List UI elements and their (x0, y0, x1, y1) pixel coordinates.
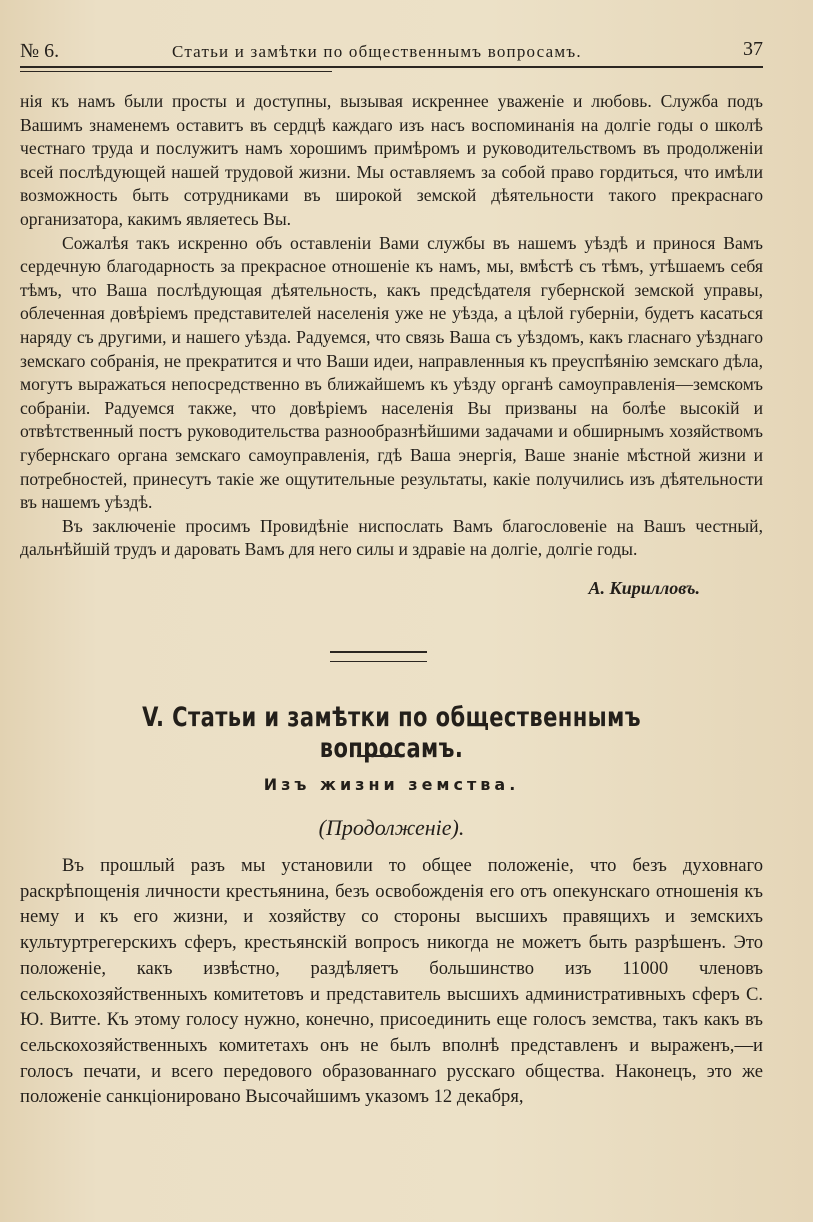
letter-paragraph-2: Сожалѣя такъ искренно объ оставленіи Вами службы въ нашемъ уѣздѣ и принося Вамъ сердечную благодарность за прекрасное отношеніе къ намъ, мы, вмѣстѣ съ тѣмъ, утѣшаемъ себя тѣмъ, что Ваша послѣдующая дѣятельность, какъ предсѣдателя губернской земской управы, облеченная довѣріемъ представителей населенія уже не уѣзда, а цѣлой губерніи, будетъ касаться наряду съ другими, и нашего уѣзда. Радуемся, что связь Ваша съ уѣздомъ, какъ гласнаго уѣзднаго земскаго собранія, не прекратится и что Ваши идеи, направленныя къ преуспѣянію земскаго дѣла, могутъ выражаться непосредственно въ ближайшемъ къ уѣзду органѣ самоуправленія—земскомъ собраніи. Радуемся также, что довѣріемъ населенія Вы призваны на болѣе высокій и отвѣтственный постъ руководительства разнообразнѣйшими задачами и обширнымъ хозяйствомъ губернскаго органа земскаго самоуправленія, гдѣ Ваша энергія, Ваше знаніе мѣстной жизни и потребностей, принесутъ такіе же ощутительные результаты, какіе получились изъ дѣятельности въ нашемъ уѣздѣ. (20, 232, 763, 513)
page-number: 37 (743, 38, 763, 60)
article-body (20, 853, 763, 1110)
heading-rule (357, 755, 399, 757)
header-rule-thin (20, 71, 332, 72)
section-heading: V. Статьи и замѣтки по общественнымъ вопросамъ. (142, 702, 641, 764)
article-title: Изъ жизни земства. (263, 775, 520, 794)
running-title: Статьи и замѣтки по общественнымъ вопросамъ. (172, 42, 582, 61)
header-rule (20, 66, 763, 68)
section-divider (330, 651, 427, 662)
continued-note: (Продолженіе). (318, 815, 465, 840)
page-header (20, 0, 763, 62)
letter-paragraph-3: Въ заключеніе просимъ Провидѣніе ниспослать Вамъ благословеніе на Вашъ честный, дальнѣйшій трудъ и даровать Вамъ для него силы и здравіе на долгіе, долгіе годы. (20, 515, 763, 560)
issue-number: № 6. (20, 40, 60, 62)
letter-signature: А. Кирилловъ. (588, 578, 700, 598)
letter-body (20, 90, 763, 562)
article-paragraph: Въ прошлый разъ мы установили то общее положеніе, что безъ духовнаго раскрѣпощенія личности крестьянина, безъ освобожденія его отъ опекунскаго отношенія къ нему и къ его жизни, и хозяйству со стороны высшихъ правящихъ и земскихъ культуртрегерскихъ сферъ, крестьянскій вопросъ никогда не можетъ быть разрѣшенъ. Это положеніе, какъ извѣстно, раздѣляетъ большинство изъ 11000 членовъ сельскохозяйственныхъ комитетовъ и представитель высшихъ административныхъ сферъ С. Ю. Витте. Къ этому голосу нужно, конечно, присоединить еще голосъ земства, такъ какъ въ сельскохозяйственныхъ комитетахъ онъ не былъ вполнѣ представленъ и выраженъ,—и голосъ печати, и всего передового образованнаго русскаго общества. Наконецъ, это же положеніе санкціонировано Высочайшимъ указомъ 12 декабря, (20, 855, 763, 1108)
letter-paragraph-1: нія къ намъ были просты и доступны, вызывая искреннее уваженіе и любовь. Служба подъ Вашимъ знаменемъ оставитъ въ сердцѣ каждаго изъ насъ воспоминанія на долгіе годы о школѣ честнаго труда и послужитъ намъ хорошимъ примѣромъ и руководительствомъ въ продолженіи всей послѣдующей нашей трудовой жизни. Мы оставляемъ за собой право гордиться, что имѣли возможность быть сотрудниками въ широкой земской дѣятельности такого прекраснаго организатора, какимъ являетесь Вы. (20, 91, 763, 229)
